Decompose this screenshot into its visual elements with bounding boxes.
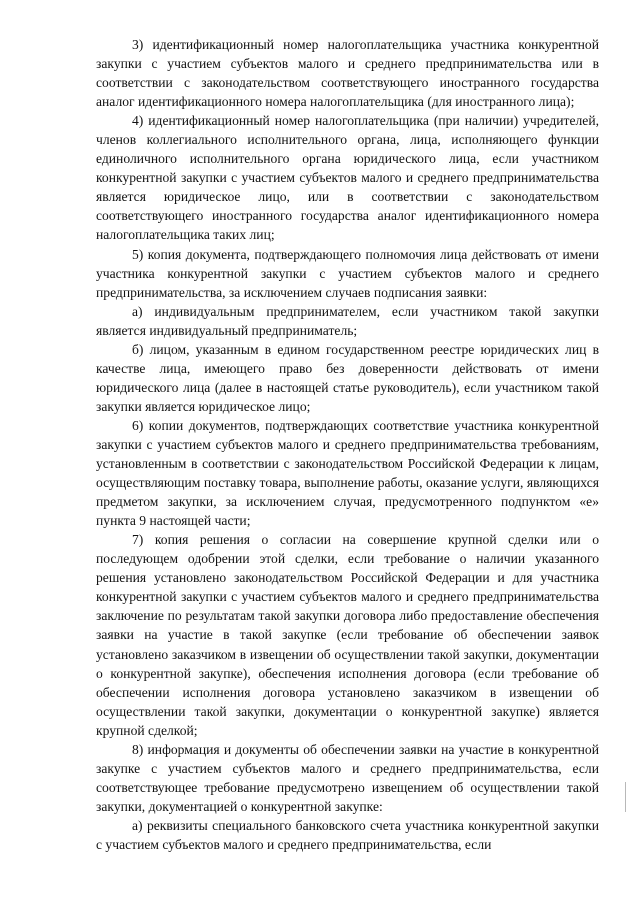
paragraph-subitem-5a: а) индивидуальным предпринимателем, если участником такой закупки является индивидуальный предприниматель;	[96, 303, 599, 338]
paragraph-item-5: 5) копия документа, подтверждающего полномочия лица действовать от имени участника конкурентной закупки с участием субъектов малого и среднего предпринимательства, за исключением случаев подписания заявки:	[96, 246, 599, 300]
paragraph-item-3: 3) идентификационный номер налогоплательщика участника конкурентной закупки с участием субъектов малого и среднего предпринимательства или в соответствии с законодательством соответствующего иностранного государства аналог идентификационного номера налогоплательщика (для иностранного лица);	[96, 37, 599, 110]
scan-edge-mark	[625, 782, 626, 812]
paragraph-subitem-5b: б) лицом, указанным в едином государственном реестре юридических лиц в качестве лица, имеющего право без доверенности действовать от имени юридического лица (далее в настоящей статье руководитель), если участником такой закупки является юридическое лицо;	[96, 341, 599, 414]
paragraph-item-6: 6) копии документов, подтверждающих соответствие участника конкурентной закупки с участием субъектов малого и среднего предпринимательства требованиям, установленным в соответствии с законодательством Российской Федерации к лицам, осуществляющим поставку товара, выполнение работы, оказание услуги, являющихся предметом закупки, за исключением случая, предусмотренного подпунктом «е» пункта 9 настоящей части;	[96, 417, 599, 529]
paragraph-subitem-8a: а) реквизиты специального банковского счета участника конкурентной закупки с участием субъектов малого и среднего предпринимательства, если	[96, 817, 599, 852]
document-page	[96, 35, 599, 854]
paragraph-item-4: 4) идентификационный номер налогоплательщика (при наличии) учредителей, членов коллегиального исполнительного органа, лица, исполняющего функции единоличного исполнительного органа юридического лица, если участником конкурентной закупки с участием субъектов малого и среднего предпринимательства является юридическое лицо, или в соответствии с законодательством соответствующего иностранного государства аналог идентификационного номера налогоплательщика таких лиц;	[96, 113, 599, 243]
paragraph-item-8: 8) информация и документы об обеспечении заявки на участие в конкурентной закупке с участием субъектов малого и среднего предпринимательства, если соответствующее требование предусмотрено извещением об осуществлении такой закупки, документацией о конкурентной закупке:	[96, 741, 599, 814]
paragraph-item-7: 7) копия решения о согласии на совершение крупной сделки или о последующем одобрении этой сделки, если требование о наличии указанного решения установлено законодательством Российской Федерации и для участника конкурентной закупки с участием субъектов малого и среднего предпринимательства заключение по результатам такой закупки договора либо предоставление обеспечения заявки на участие в такой закупке (если требование об обеспечении заявок установлено заказчиком в извещении об осуществлении такой закупки, документации о конкурентной закупке), обеспечения исполнения договора (если требование об обеспечении исполнения договора установлено заказчиком в извещении об осуществлении такой закупки, документации о конкурентной закупке) является крупной сделкой;	[96, 532, 599, 738]
